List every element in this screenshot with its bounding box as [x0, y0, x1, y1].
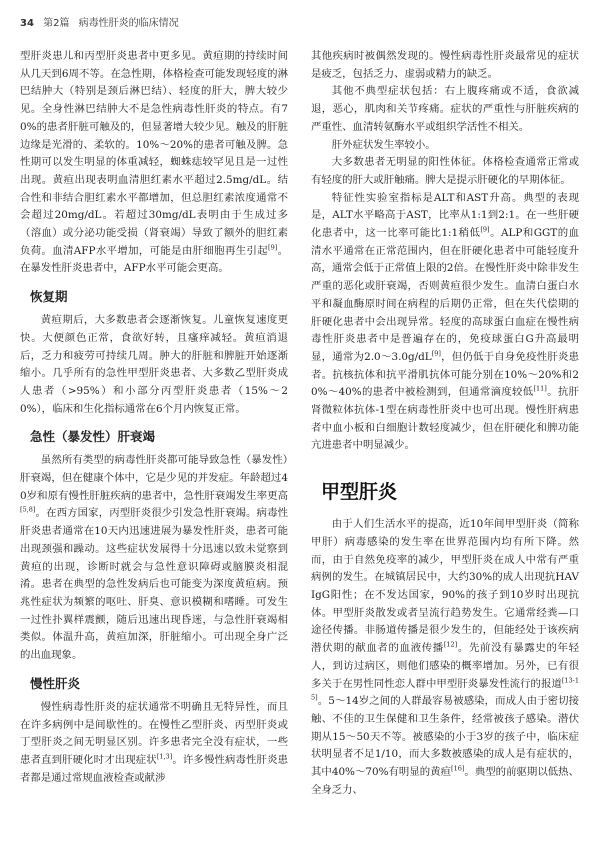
paragraph-atypical-symptoms: 其他不典型症状包括：右上腹疼痛或不适，食欲减退，恶心，肌肉和关节疼痛。症状的严重性与肝脏疾病的严重性、血清转氨酶水平或组织学活性不相关。	[311, 85, 579, 133]
paragraph-extrahepatic: 肝外症状发生率较小。	[331, 138, 436, 151]
heading-chronic: 慢性肝炎	[30, 675, 81, 691]
part-title: 病毒性肝炎的临床情况	[78, 18, 179, 29]
paragraph-recovery: 黄疸期后，大多数患者会逐渐恢复。儿童恢复速度更快。大便颜色正常，食欲好转，且瘙痒减轻。黄疸消退后，乏力和疲劳可持续几周。肿大的肝脏和脾脏开始逐渐缩小。几乎所有的急性甲型肝炎患者、大多数乙型肝炎成人患者（>95%）和小部分丙型肝炎患者（15%～20%），临床和生化指标通常在6个月内恢复正常。	[20, 314, 288, 415]
paragraph-hepatitis-a: 由于人们生活水平的提高，近10年间甲型肝炎（简称甲肝）病毒感染的发生率在世界范围内均有所下降。然而，由于自然免疫率的减少，甲型肝炎在成人中常有严重病例的发生。在城镇居民中，大约30%的成人出现抗HAV IgG阳性；在不发达国家，90%的孩子到10岁时出现抗体。甲型肝炎散发或者呈流行趋势发生。它通常经粪—口途径传播。非肠道传播是很少发生的，但能经处于该疾病潜伏期的献血者的血液传播[12]。先前没有暴露史的年轻人，到访过病区，则他们感染的概率增加。另外，已有很多关于在男性同性恋人群中甲型肝炎暴发性流行的报道[13-15]。5～14岁之间的人群最容易被感染，而成人由于密切接触、不佳的卫生保健和卫生条件，经常被孩子感染。潜伏期从15～50天不等。被感染的小于3岁的孩子中，临床症状明显者不足1/10，而大多数被感染的成人是有症状的，其中40%～70%有明显的黄疸[16]。典型的前驱期以低热、全身乏力、	[311, 518, 580, 796]
paragraph-physical-exam: 大多数患者无明显的阳性体征。体格检查通常正常或有轻度的肝大或肝触痛。脾大是提示肝硬化的早期体征。	[311, 156, 579, 186]
part-label: 第2篇	[43, 18, 70, 29]
paragraph-lab-findings: 特征性实验室指标是ALT和AST升高。典型的表现是，ALT水平略高于AST，比率从1:1到2:1。在一些肝硬化患者中，这一比率可能比1:1稍低[9]。ALP和GGT的血清水平通常在正常范围内，但在肝硬化患者中可能轻度升高，通常会低于正常值上限的2倍。在慢性肝炎中除非发生严重的恶化或肝衰竭，否则黄疸很少发生。血清白蛋白水平和凝血酶原时间在病程的后期仍正常，但在失代偿期的肝硬化患者中会出现异常。轻度的高球蛋白血症在慢性病毒性肝炎患者中是普遍存在的，免疫球蛋白G升高最明显，通常为2.0～3.0g/dL[9]，但仍低于自身免疫性肝炎患者。抗核抗体和抗平滑肌抗体可能分别在10%～20%和20%～40%的患者中被检测到，但通常滴度较低[11]。抗肝肾微粒体抗体-1型在病毒性肝炎中也可出现。慢性肝病患者中血小板和白细胞计数轻度减少，但在肝硬化和脾功能亢进患者中明显减少。	[311, 191, 580, 452]
right-column	[311, 48, 579, 799]
page-number: 34	[20, 18, 34, 29]
heading-recovery: 恢复期	[30, 289, 68, 305]
heading-fulminant: 急性（暴发性）肝衰竭	[30, 429, 156, 445]
paragraph-chronic: 慢性病毒性肝炎的症状通常不明确且无特异性，而且在许多病例中是间歇性的。在慢性乙型肝炎、丙型肝炎或丁型肝炎之间无明显区别。许多患者完全没有症状，一些患者直到肝硬化时才出现症状[1,3]。许多慢性病毒性肝炎患者都是通过常规血液检查或献涉	[20, 700, 288, 784]
paragraph-icteric-continued: 型肝炎患儿和丙型肝炎患者中更多见。黄疸期的持续时间从几天到6周不等。在急性期，体格检查可能发现轻度的淋巴结肿大（特别是颈后淋巴结）、轻度的肝大，脾大较少见。全身性淋巴结肿大不是急性病毒性肝炎的特点。有70%的患者肝脏可触及的，但显著增大较少见。触及的肝脏边缘是光滑的、柔软的。10%～20%的患者可触及脾。急性期可以发生明显的体重减轻，蜘蛛痣较罕见且是一过性出现。黄疸出现表明血清胆红素水平超过2.5mg/dL。结合性和非结合胆红素水平都增加，但总胆红素浓度通常不会超过20mg/dL。若超过30mg/dL表明由于生成过多（溶血）或分泌功能受损（肾衰竭）导致了额外的胆红素负荷。血清AFP水平增加，可能是由肝细胞再生引起[9]。在暴发性肝炎患者中，AFP水平可能会更高。	[20, 50, 289, 275]
section-title-hepatitis-a: 甲型肝炎	[321, 481, 398, 504]
paragraph-chronic-continued: 其他疾病时被偶然发现的。慢性病毒性肝炎最常见的症状是疲乏，包括乏力、虚弱或精力的缺乏。	[311, 50, 579, 80]
left-column	[20, 48, 288, 787]
paragraph-fulminant: 虽然所有类型的病毒性肝炎都可能导致急性（暴发性）肝衰竭，但在健康个体中，它是少见的并发症。年龄超过40岁和原有慢性肝脏疾病的患者中，急性肝衰竭发生率更高[5,8]。在西方国家，丙型肝炎很少引发急性肝衰竭。病毒性肝炎患者通常在10天内迅速进展为暴发性肝炎，患者可能出现颈强和躁动。这些症状发展得十分迅速以致未觉察到黄疸的出现，诊断时就会与急性意识障碍或脑膜炎相混淆。患者在典型的急性发病后也可能变为深度黄疸病。预兆性症状为频繁的呕吐、肝臭、意识模糊和嗜睡。可发生一过性扑翼样震颤，随后迅速出现昏迷，与急性肝衰竭相类似。体温升高，黄疸加深，肝脏缩小。可出现全身广泛的出血现象。	[20, 454, 288, 662]
running-head	[20, 16, 185, 32]
